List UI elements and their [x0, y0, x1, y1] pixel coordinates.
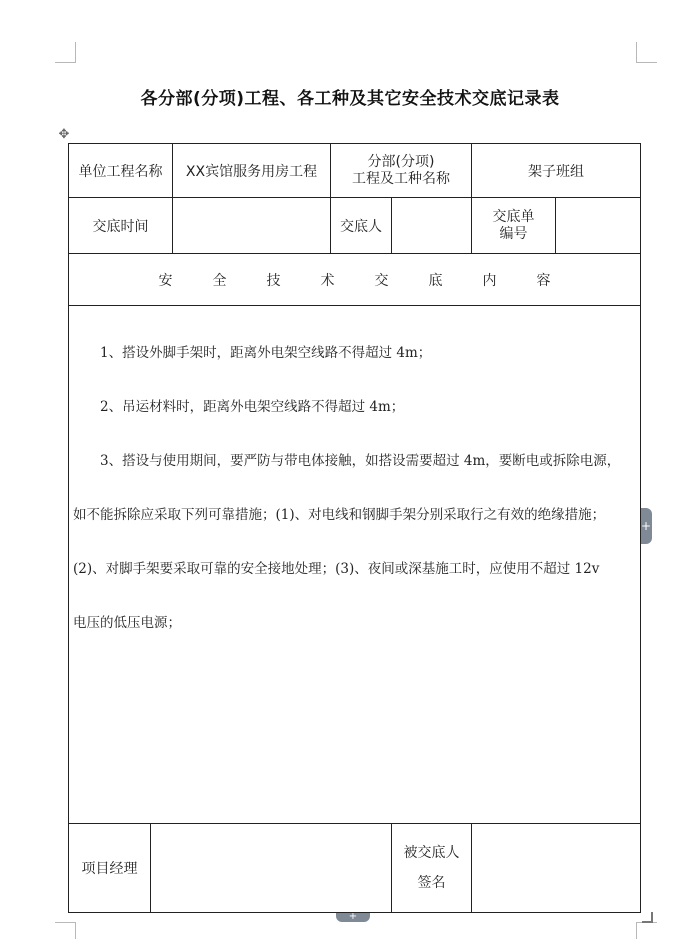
table-row: [69, 254, 641, 306]
page-corner-mark: [55, 922, 76, 939]
project-manager-value[interactable]: [151, 824, 392, 913]
content-item-3-line-2: 如不能拆除应采取下列可靠措施；(1)、对电线和钢脚手架分别采取行之有效的绝缘措施；: [73, 507, 606, 523]
handover-person-value[interactable]: [392, 198, 472, 254]
handover-number-label: [472, 198, 556, 254]
handover-time-label: 交底时间: [69, 198, 173, 254]
number-label-line2: 编号: [499, 225, 528, 242]
table-row: [69, 144, 641, 198]
content-item-3-line-1: 3、搭设与使用期间，要严防与带电体接触，如搭设需要超过 4m，要断电或拆除电源，: [100, 453, 621, 469]
document-title: 各分部(分项)工程、各工种及其它安全技术交底记录表: [140, 89, 560, 109]
unit-project-name-value[interactable]: XX宾馆服务用房工程: [173, 144, 331, 198]
division-label-line2: 工程及工种名称: [352, 170, 450, 187]
page-corner-mark: [55, 42, 76, 63]
handover-person-label: 交底人: [331, 198, 392, 254]
table-row: [69, 306, 641, 824]
add-column-icon[interactable]: +: [640, 508, 652, 544]
table-row: [69, 824, 641, 913]
table-move-handle-icon[interactable]: ✥: [58, 127, 70, 142]
division-work-type-label: [331, 144, 472, 198]
content-item-2: 2、吊运材料时，距离外电架空线路不得超过 4m；: [100, 399, 405, 415]
content-body: [69, 306, 640, 650]
division-work-type-value[interactable]: 架子班组: [472, 144, 641, 198]
page-corner-mark: [636, 922, 657, 939]
page-corner-mark: [636, 42, 657, 63]
receiver-signature-label: [392, 824, 472, 913]
handover-time-value[interactable]: [173, 198, 331, 254]
content-item-3-line-4: 电压的低压电源；: [73, 615, 181, 631]
division-label-line1: 分部(分项): [367, 153, 435, 170]
content-heading: 安全技术交底内容: [158, 272, 591, 289]
receiver-label-line2: 签名: [417, 875, 446, 891]
project-manager-label: 项目经理: [69, 824, 151, 913]
content-heading-cell: [69, 254, 641, 306]
table-row: [69, 198, 641, 254]
receiver-signature-value[interactable]: [472, 824, 641, 913]
content-cell[interactable]: [69, 306, 641, 824]
handover-number-value[interactable]: [556, 198, 641, 254]
receiver-label-line1: 被交底人: [403, 845, 460, 861]
unit-project-name-label: 单位工程名称: [69, 144, 173, 198]
record-form-table: [68, 143, 641, 913]
number-label-line1: 交底单: [492, 208, 535, 225]
add-row-icon[interactable]: +: [336, 912, 370, 922]
content-item-3-line-3: (2)、对脚手架要采取可靠的安全接地处理；(3)、夜间或深基施工时，应使用不超过 12v: [73, 561, 600, 577]
table-resize-handle-icon[interactable]: [642, 912, 653, 923]
content-item-1: 1、搭设外脚手架时，距离外电架空线路不得超过 4m；: [100, 345, 432, 361]
